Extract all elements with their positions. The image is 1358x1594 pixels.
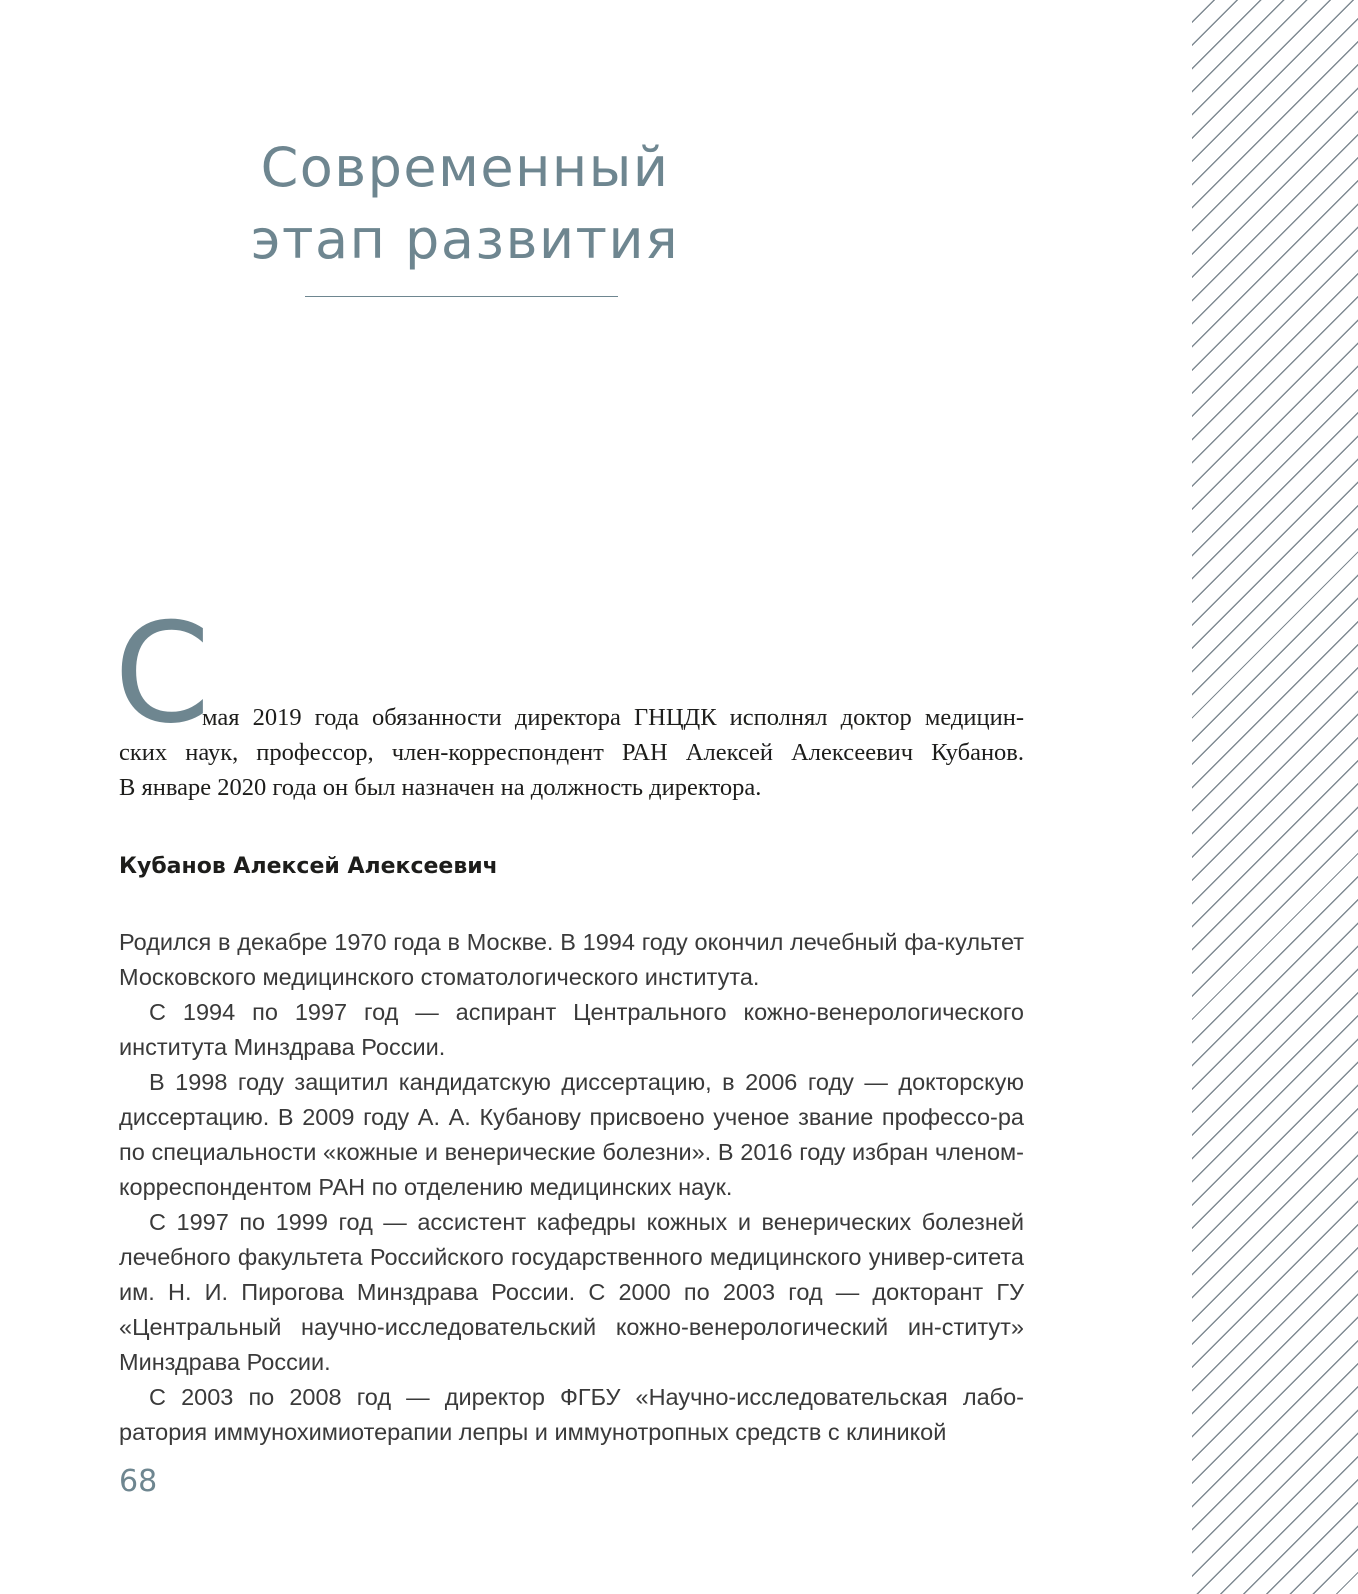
- drop-cap: С: [114, 593, 211, 754]
- title-underline: [305, 296, 618, 297]
- chapter-title: [180, 132, 750, 276]
- bio-paragraph-1: Родился в декабре 1970 года в Москве. В 1994 году окончил лечебный фа-культет Московского медицинского стоматологического института.: [119, 929, 1024, 990]
- biography-text: [119, 925, 1024, 1450]
- intro-line-3: В январе 2020 года он был назначен на должность директора.: [119, 774, 762, 801]
- intro-line-2: ских наук, профессор, член-корреспондент РАН Алексей Алексеевич Кубанов.: [119, 739, 1024, 766]
- intro-line-1: мая 2019 года обязанности директора ГНЦДК исполнял доктор медицин-: [202, 704, 1024, 731]
- page-number: 68: [119, 1464, 158, 1499]
- chapter-title-line-2: этап развития: [250, 208, 680, 271]
- bio-paragraph-4: С 1997 по 1999 год — ассистент кафедры кожных и венерических болезней лечебного факультета Российского государственного медицинского универ-ситета им. Н. И. Пирогова Минздрава России. С 2000 по 2003 год — докторант ГУ «Центральный научно-исследовательский кожно-венерологический ин-ститут» Минздрава России.: [119, 1209, 1024, 1375]
- bio-paragraph-2: С 1994 по 1997 год — аспирант Центрального кожно-венерологического института Минздрава России.: [119, 999, 1024, 1060]
- decorative-hatch-stripe: [1192, 0, 1358, 1594]
- bio-paragraph-5: С 2003 по 2008 год — директор ФГБУ «Научно-исследовательская лабо-ратория иммунохимиотерапии лепры и иммунотропных средств с клиникой: [119, 1384, 1024, 1445]
- bio-paragraph-3: В 1998 году защитил кандидатскую диссертацию, в 2006 году — докторскую диссертацию. В 2009 году А. А. Кубанову присвоено ученое звание профессо-ра по специальности «кожные и венерические болезни». В 2016 году избран членом-корреспондентом РАН по отделению медицинских наук.: [119, 1069, 1024, 1200]
- chapter-title-line-1: Современный: [260, 136, 670, 199]
- person-name-heading: Кубанов Алексей Алексеевич: [119, 854, 498, 879]
